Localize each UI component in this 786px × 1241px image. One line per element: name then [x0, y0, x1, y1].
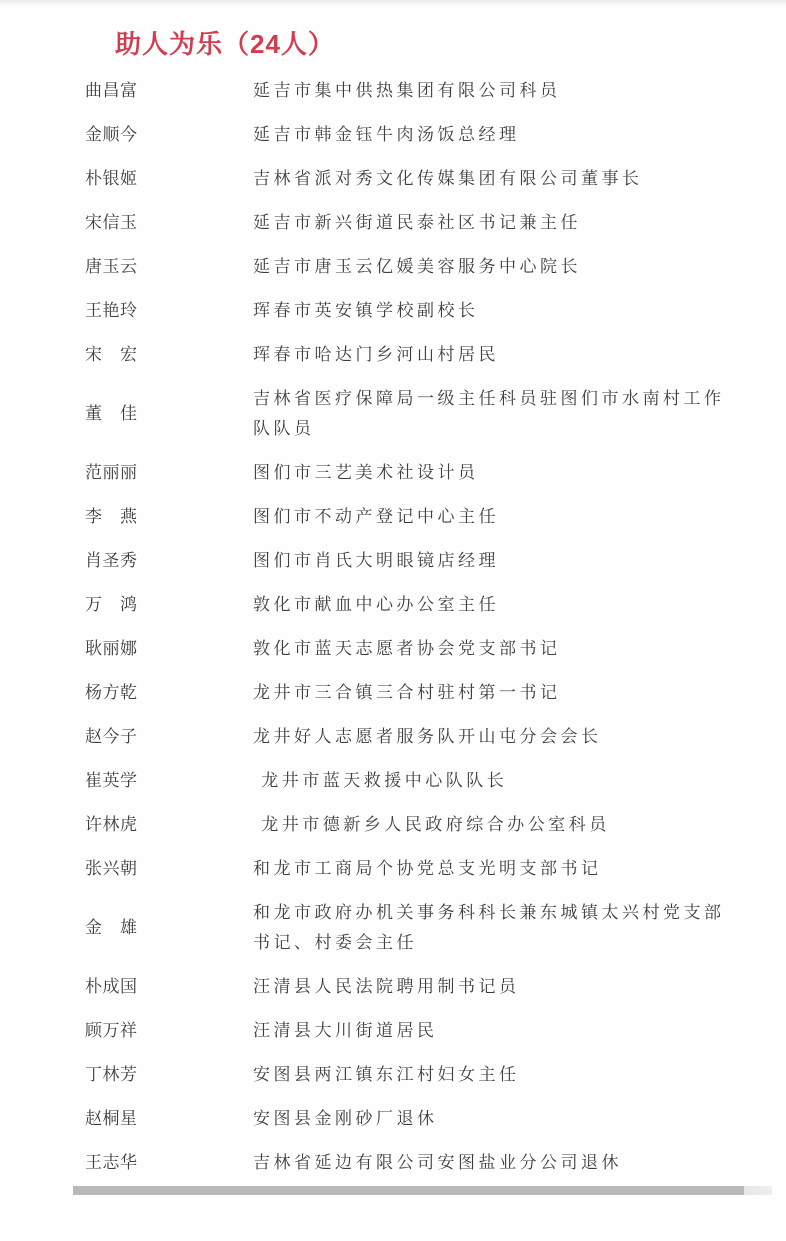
- table-row: [85, 634, 786, 664]
- person-name: 范丽丽: [85, 463, 138, 482]
- table-row: [85, 972, 786, 1002]
- person-title: 汪清县大川街道居民: [253, 1021, 438, 1040]
- page-top-edge-shadow: [0, 0, 786, 6]
- table-row: [85, 590, 786, 620]
- person-name: 唐玉云: [85, 257, 138, 276]
- person-title: 吉林省派对秀文化传媒集团有限公司董事长: [253, 169, 643, 188]
- table-row: [85, 766, 786, 796]
- table-row: [85, 854, 786, 884]
- table-row: [85, 384, 786, 444]
- person-title: 敦化市献血中心办公室主任: [253, 595, 499, 614]
- person-name: 宋信玉: [85, 213, 138, 232]
- person-title: 延吉市唐玉云亿媛美容服务中心院长: [253, 257, 581, 276]
- person-name: 董 佳: [85, 404, 138, 423]
- table-row: [85, 120, 786, 150]
- person-title: 图们市肖氏大明眼镜店经理: [253, 551, 499, 570]
- person-name: 王志华: [85, 1153, 138, 1172]
- person-title: 龙井好人志愿者服务队开山屯分会会长: [253, 727, 602, 746]
- person-name: 许林虎: [85, 815, 138, 834]
- table-row: [85, 678, 786, 708]
- table-row: [85, 1016, 786, 1046]
- person-title: 安图县金刚砂厂退休: [253, 1109, 438, 1128]
- table-row: [85, 252, 786, 282]
- person-name: 崔英学: [85, 771, 138, 790]
- person-name: 王艳玲: [85, 301, 138, 320]
- table-row: [85, 340, 786, 370]
- table-row: [85, 502, 786, 532]
- person-title: 延吉市韩金钰牛肉汤饭总经理: [253, 125, 520, 144]
- person-title: 延吉市新兴街道民泰社区书记兼主任: [253, 213, 581, 232]
- person-name: 金 雄: [85, 918, 138, 937]
- person-name: 曲昌富: [85, 81, 138, 100]
- person-name: 宋 宏: [85, 345, 138, 364]
- person-title: 和龙市工商局个协党总支光明支部书记: [253, 859, 602, 878]
- table-row: [85, 296, 786, 326]
- person-name: 李 燕: [85, 507, 138, 526]
- person-name: 耿丽娜: [85, 639, 138, 658]
- person-title: 龙井市蓝天救援中心队队长: [253, 771, 508, 790]
- table-row: [85, 898, 786, 958]
- person-name: 丁林芳: [85, 1065, 138, 1084]
- table-row: [85, 810, 786, 840]
- person-name: 金顺今: [85, 125, 138, 144]
- person-title: 龙井市三合镇三合村驻村第一书记: [253, 683, 561, 702]
- person-title: 安图县两江镇东江村妇女主任: [253, 1065, 520, 1084]
- person-title: 吉林省延边有限公司安图盐业分公司退休: [253, 1153, 622, 1172]
- person-title: 珲春市英安镇学校副校长: [253, 301, 479, 320]
- person-title: 和龙市政府办机关事务科科长兼东城镇太兴村党支部书记、村委会主任: [253, 903, 725, 952]
- table-row: [85, 76, 786, 106]
- person-name: 朴成国: [85, 977, 138, 996]
- table-row: [85, 164, 786, 194]
- person-name: 张兴朝: [85, 859, 138, 878]
- bottom-divider: [73, 1186, 772, 1195]
- person-name: 肖圣秀: [85, 551, 138, 570]
- table-row: [85, 722, 786, 752]
- people-list: [85, 76, 786, 1178]
- person-title: 敦化市蓝天志愿者协会党支部书记: [253, 639, 561, 658]
- section-title: 助人为乐（24人）: [115, 29, 335, 59]
- person-name: 赵桐星: [85, 1109, 138, 1128]
- person-name: 杨方乾: [85, 683, 138, 702]
- person-title: 延吉市集中供热集团有限公司科员: [253, 81, 561, 100]
- table-row: [85, 1148, 786, 1178]
- person-title: 汪清县人民法院聘用制书记员: [253, 977, 520, 996]
- person-name: 赵今子: [85, 727, 138, 746]
- person-name: 顾万祥: [85, 1021, 138, 1040]
- person-name: 朴银姬: [85, 169, 138, 188]
- person-title: 龙井市德新乡人民政府综合办公室科员: [253, 815, 610, 834]
- table-row: [85, 1104, 786, 1134]
- table-row: [85, 458, 786, 488]
- table-row: [85, 546, 786, 576]
- person-name: 万 鸿: [85, 595, 138, 614]
- table-row: [85, 1060, 786, 1090]
- person-title: 珲春市哈达门乡河山村居民: [253, 345, 499, 364]
- person-title: 图们市不动产登记中心主任: [253, 507, 499, 526]
- table-row: [85, 208, 786, 238]
- person-title: 图们市三艺美术社设计员: [253, 463, 479, 482]
- person-title: 吉林省医疗保障局一级主任科员驻图们市水南村工作队队员: [253, 389, 725, 438]
